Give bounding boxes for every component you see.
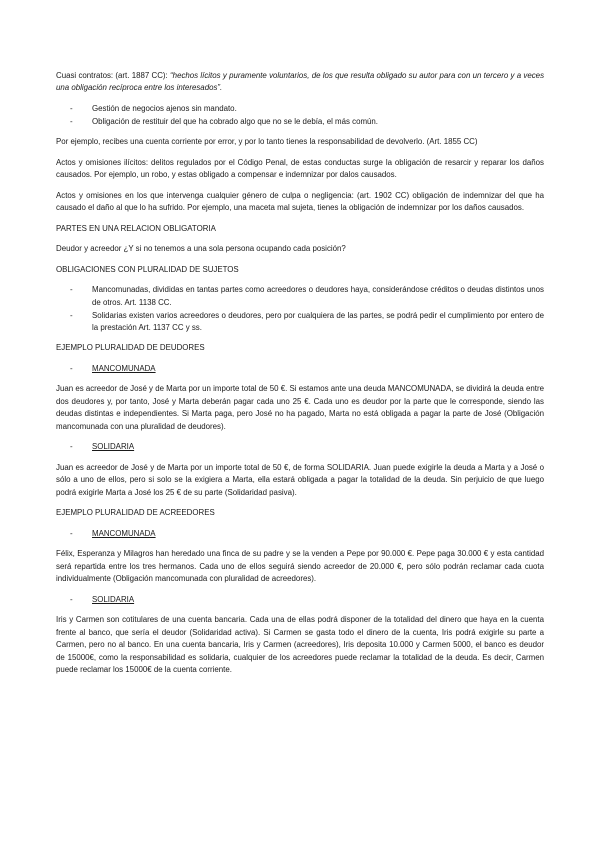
pluralidad-list xyxy=(56,284,544,334)
list-item-text: Gestión de negocios ajenos sin mandato. xyxy=(92,104,237,113)
dash-bullet: - xyxy=(70,594,73,604)
deudor-acreedor-paragraph: Deudor y acreedor ¿Y si no tenemos a una sola persona ocupando cada posición? xyxy=(56,244,346,254)
deudores-mancomunada-paragraph: Juan es acreedor de José y de Marta por un importe total de 50 €. Si estamos ante una deuda MANCOMUNADA, se dividirá la deuda entre dos deudores y, por tanto, José y Marta deberán pagar cada uno 25 €. Cada uno es deudor por la parte que le corresponde, siendo las deudas distintas e independientes. Si Marta paga, pero José no ha pagado, Marta no está obligada a pagar la parte de José (Obligación mancomunada con una pluralidad de deudores). xyxy=(56,384,544,431)
list-item-text: Solidarias existen varios acreedores o deudores, pero por cualquiera de las partes, se podrá pedir el cumplimiento por entero de la prestación Art. 1137 CC y ss. xyxy=(92,310,544,333)
subheading-solidaria-deudores xyxy=(56,441,544,453)
subheading-label: SOLIDARIA xyxy=(92,442,135,452)
dash-bullet: - xyxy=(70,285,73,295)
subheading-mancomunada-deudores xyxy=(56,363,544,375)
cuasi-contratos-paragraph xyxy=(56,70,544,95)
subheading-mancomunada-acreedores xyxy=(56,528,544,540)
subheading-label: MANCOMUNADA xyxy=(92,363,156,373)
list-item xyxy=(56,103,544,115)
list-item xyxy=(56,284,544,309)
list-item-text: Obligación de restituir del que ha cobrado algo que no se le debía, el más común. xyxy=(92,117,378,126)
subheading-solidaria-acreedores xyxy=(56,594,544,606)
subheading-label: SOLIDARIA xyxy=(92,594,135,604)
ejemplo-cuenta-paragraph: Por ejemplo, recibes una cuenta corriente por error, y por lo tanto tienes la responsabilidad de devolverlo. (Art. 1855 CC) xyxy=(56,137,478,146)
subheading-label: MANCOMUNADA xyxy=(92,528,156,538)
dash-bullet: - xyxy=(70,104,73,113)
cuasi-contratos-quote: “hechos lícitos y puramente voluntarios, de los que resulta obligado su autor para con un tercero y a veces una obligación recíproca entre los interesados”. xyxy=(56,71,545,93)
dash-bullet: - xyxy=(70,528,73,538)
heading-partes: PARTES EN UNA RELACION OBLIGATORIA xyxy=(56,223,216,233)
list-item xyxy=(56,116,544,128)
acreedores-mancomunada-paragraph: Félix, Esperanza y Milagros han heredado una finca de su padre y se la venden a Pepe por 90.000 €. Pepe paga 30.000 € y esta cantidad será repartida entre los tres hermanos. Cada uno de ellos seguirá siendo acreedor de 20.000 €, pero sólo podrán reclamar cada cuota individualmente (Obligación mancomunada con pluralidad de acreedores). xyxy=(56,549,544,584)
cuasi-contratos-list xyxy=(56,103,544,128)
heading-deudores: EJEMPLO PLURALIDAD DE DEUDORES xyxy=(56,343,205,353)
dash-bullet: - xyxy=(70,310,73,320)
deudores-solidaria-paragraph: Juan es acreedor de José y de Marta por un importe total de 50 €, de forma SOLIDARIA. Juan puede exigirle la deuda a Marta y a José o sólo a uno de ellos, pero si solo se la exigiera a Marta, ella estará obligada a pagar la totalidad de la deuda. Sin perjuicio de que luego podrá exigirle Marta a José los 25 € de su parte (Solidaridad pasiva). xyxy=(56,462,544,497)
list-item xyxy=(56,310,544,335)
cuasi-contratos-label: Cuasi contratos xyxy=(56,71,111,80)
list-item-text: Mancomunadas, divididas en tantas partes como acreedores o deudores haya, considerándose créditos o deudas distintos unos de otros. Art. 1138 CC. xyxy=(92,285,544,307)
culpa-negligencia-paragraph: Actos y omisiones en los que intervenga cualquier género de culpa o negligencia: (art. 1902 CC) obligación de indemnizar del que ha causado el daño al que lo ha sufrido. Por ejemplo, una maceta mal sujeta, tienes la obligación de indemnizar por los daños causados. xyxy=(56,190,544,212)
heading-pluralidad: OBLIGACIONES CON PLURALIDAD DE SUJETOS xyxy=(56,264,239,274)
dash-bullet: - xyxy=(70,363,73,373)
dash-bullet: - xyxy=(70,117,73,126)
actos-ilicitos-paragraph: Actos y omisiones ilícitos: delitos regulados por el Código Penal, de estas conductas surge la obligación de resarcir y reparar los daños causados. Por ejemplo, un robo, y estas obligado a compensar e indemnizar por dalos causados. xyxy=(56,157,544,179)
acreedores-solidaria-paragraph: Iris y Carmen son cotitulares de una cuenta bancaria. Cada una de ellas podrá disponer de la totalidad del dinero que haya en la cuenta frente al banco, que sería el deudor (Solidaridad activa). Si Carmen se gasta todo el dinero de la cuenta, Iris podrá exigirle su parte a Carmen, pero no al banco. En una cuenta bancaria, Iris y Carmen (acreedores), Iris deposita 10.000 y Carmen 5000, el banco es deudor de 15000€, como la responsabilidad es solidaria, cualquier de los acreedores puede reclamar la totalidad de la deuda. Es decir, Carmen puede reclamar los 15000€ de la cuenta corriente. xyxy=(56,615,544,674)
cuasi-contratos-ref: : (art. 1887 CC): xyxy=(110,71,171,80)
heading-acreedores: EJEMPLO PLURALIDAD DE ACREEDORES xyxy=(56,508,215,518)
dash-bullet: - xyxy=(70,442,73,452)
